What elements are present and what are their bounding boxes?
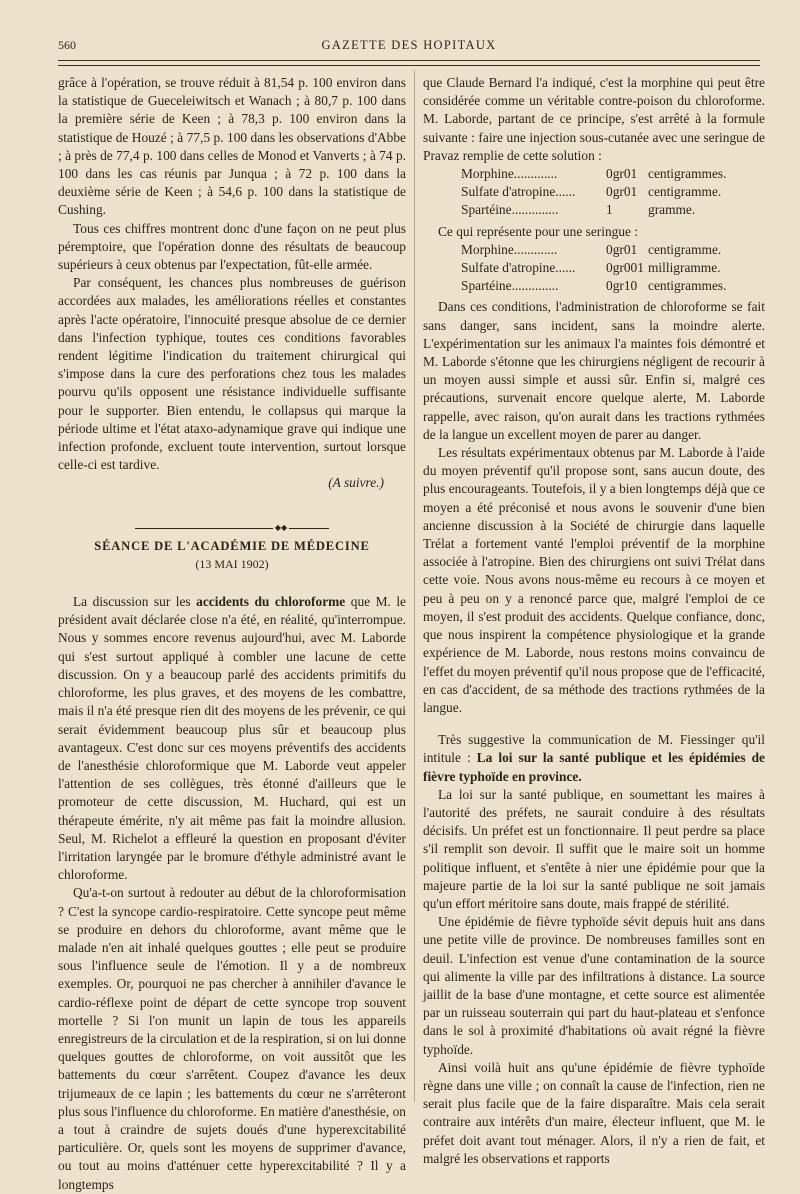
formula-unit: centigrammes. <box>648 166 727 182</box>
header-rule-bottom <box>58 65 760 66</box>
formula-unit: centigramme. <box>648 184 722 200</box>
formula-quantity: 0gr01 <box>606 166 638 182</box>
formula-ingredient: Morphine............. <box>461 166 558 182</box>
right-column <box>423 74 765 1168</box>
page-number: 560 <box>58 38 76 52</box>
formula-row <box>461 183 726 201</box>
formula-unit: milligramme. <box>648 260 721 276</box>
formula-quantity: 1 <box>606 202 613 218</box>
p4-text-a: La discussion sur les <box>73 594 197 610</box>
formula-row <box>461 277 726 295</box>
formula-unit: gramme. <box>648 202 696 218</box>
formula-ingredient: Morphine............. <box>461 241 558 257</box>
formula-row <box>461 241 726 259</box>
right-paragraph-2: Ce qui représente pour une seringue : <box>438 223 639 239</box>
journal-title: GAZETTE DES HOPITAUX <box>321 38 497 52</box>
section-title: SÉANCE DE L'ACADÉMIE DE MÉDECINE <box>94 538 370 553</box>
right-paragraph-1: que Claude Bernard l'a indiqué, c'est la morphine qui peut être considérée comme un véritable contre-poison du chloroforme. M. Laborde, partant de ce principe, s'est arrêté à la formule suivante : faire une injection sous-cutanée avec une seringue de Pravaz remplie de cette solution : <box>423 75 765 163</box>
p4-bold-topic: accidents du chloroforme <box>196 594 346 610</box>
formula-row <box>461 165 726 183</box>
right-paragraph-5 <box>423 731 765 786</box>
left-paragraph-5: Qu'a-t-on surtout à redouter au début de la chloroformisation ? C'est la syncope cardio-respiratoire. Cette syncope peut même se produire en dehors du chloroforme, avant même que le malade n'en ait inhalé quelques gouttes ; elle peut se produire sous l'influence seule de l'émotion. Il y a de nombreux exemples. Or, pourquoi ne pas chercher à annihiler d'avance le cardio-réflexe point de départ de cette syncope trop souvent mortelle ? Si l'on munit un lapin de tous les appareils enregistreurs de la circulation et de la respiration, si on lui donne quelques gouttes de chloroforme, on voit aussitôt que les battements du cœur s'arrêtent. Coupez d'avance les deux trijumeaux de ce lapin ; les battements du cœur ne s'arrêteront plus sous l'influence du chloroforme. En matière d'anesthésie, on a tout à craindre de sujets doués d'une hyperexcitabilité particulière. Or, quels sont les moyens de supprimer d'avance, ou tout au moins d'atténuer cette hyperexcitabilité ? Il y a longtemps <box>58 885 406 1192</box>
formula-quantity: 0gr10 <box>606 278 638 294</box>
formula-table-1 <box>461 165 726 220</box>
formula-row <box>461 201 726 219</box>
to-be-continued: (A suivre.) <box>328 475 384 491</box>
section-ornament: ◆◆ <box>58 519 406 527</box>
formula-row <box>461 259 726 277</box>
formula-ingredient: Spartéine.............. <box>461 278 559 294</box>
right-paragraph-4: Les résultats expérimentaux obtenus par M. Laborde à l'aide du moyen préventif qu'il propose sont, sans aucun doute, des plus encourageants. Toutefois, il y a bien longtemps déjà que ce moyen a été préconisé et nous avons le souvenir d'une bien ancienne discussion à la Société de chirurgie dans laquelle Trélat a fortement vanté l'emploi préventif de la morphine associée à l'atropine. Bien des chirurgiens ont suivi Trélat dans cette voie. Nous avons nous-même eu recours à ce moyen et peu à peu on y a renoncé parce que, malgré l'emploi de ce moyen, il s'est produit des accidents. Quelque confiance, donc, que nous inspirent la compétence physiologique et la grande expérience de M. Laborde, nous restons moins convaincu de l'effet du moyen préventif qu'il nous propose que de l'efficacité, en cas d'accident, de sa méthode des tractions rythmées de la langue. <box>423 445 765 715</box>
left-paragraph-2: Tous ces chiffres montrent donc d'une façon on ne peut plus péremptoire, que l'opération donne des résultats de beaucoup supérieurs à ceux obtenus par l'expectation, fût-elle armée. <box>58 220 406 273</box>
column-divider <box>414 70 415 1102</box>
p4-text-b: que M. le président avait déclarée close n'a été, en réalité, qu'interrompue. Nous y sommes encore revenus aujourd'hui, avec M. Laborde qui s'est surtout appliqué à combler une lacune de cette discussion. On y a beaucoup parlé des accidents primitifs du chloroforme, les plus graves, et des moyens de les combattre, mais il n'a été presque rien dit des moyens de les prévenir, ce qui serait évidemment beaucoup plus sûr et beaucoup plus avantageux. C'est donc sur ces moyens préventifs des accidents de l'anesthésie chloroformique que M. Laborde veut appeler l'attention de ses collègues, très étonné d'ailleurs que le promoteur de cette discussion, M. Huchard, qui est un thérapeute émérite, n'y ait même pas fait la moindre allusion. Seul, M. Richelot a effleuré la question en proposant d'éviter l'irritation laryngée par le bromure d'éthyle administré avant le chloroforme. <box>58 594 407 883</box>
left-column <box>58 74 406 1194</box>
formula-quantity: 0gr01 <box>606 184 638 200</box>
formula-unit: centigrammes. <box>648 278 727 294</box>
formula-ingredient: Spartéine.............. <box>461 202 559 218</box>
formula-quantity: 0gr01 <box>606 241 638 257</box>
page-header <box>58 38 760 58</box>
formula-ingredient: Sulfate d'atropine...... <box>461 184 576 200</box>
header-rule-top <box>58 60 760 61</box>
right-paragraph-7: Une épidémie de fièvre typhoïde sévit depuis huit ans dans une petite ville de province. De nombreuses familles sont en deuil. L'infection est venue d'une contamination de la source qui alimente la ville par des infiltrations à distance. La source jaillit de la base d'une montagne, et cette source est alimentée par un ruisseau souterrain qui part du haut-plateau et s'enfonce dans le sol à proximité d'habitations où avait régné la fièvre typhoïde. <box>423 914 765 1057</box>
p5-text-a: Très suggestive la communication de M. Fiessinger qu'il intitule : <box>423 732 765 766</box>
right-paragraph-8: Ainsi voilà huit ans qu'une épidémie de fièvre typhoïde règne dans une ville ; on connaît la cause de l'infection, rien ne serait plus facile que de la faire disparaître. Mais cela serait contraire aux intérêts d'un maire, électeur influent, que M. le préfet doit avant tout ménager. Alors, il n'y a rien de fait, et malgré les observations et rapports <box>423 1059 765 1166</box>
p5-bold-title: La loi sur la santé publique et les épidémies de fièvre typhoïde en province. <box>423 750 765 784</box>
formula-ingredient: Sulfate d'atropine...... <box>461 260 576 276</box>
left-paragraph-3: Par conséquent, les chances plus nombreuses de guérison accordées aux malades, les améliorations réelles et constantes après l'acte opératoire, l'innocuité presque absolue de ce dernier dans l'infection typhique, toutes ces conditions favorables rendent légitime l'indication du traitement chirurgical qui s'impose dans la cure des perforations chez tous les malades pourvu qu'ils opposent une résistance individuelle suffisante pour le supporter. Bien entendu, le collapsus qui marque la période ultime et l'état ataxo-adynamique grave qui indique une infection profonde, excluent toute intervention, surtout lorsque celle-ci est tardive. <box>58 275 406 473</box>
formula-table-2 <box>461 241 726 296</box>
left-paragraph-4 <box>58 593 406 884</box>
right-paragraph-3: Dans ces conditions, l'administration de chloroforme se fait sans danger, sans incident, sans la moindre alerte. L'expérimentation sur les animaux l'a maintes fois démontré et M. Laborde s'étonne que les chirurgiens négligent de recourir à un moyen aussi simple et aussi sûr. Enfin si, malgré ces précautions, survenait encore quelque alerte, M. Laborde rappelle, avec raison, qu'on aurait dans les tractions rythmées de la langue un excellent moyen de parer au danger. <box>423 299 765 442</box>
paragraph-gap <box>423 717 765 731</box>
left-paragraph-1: grâce à l'opération, se trouve réduit à 81,54 p. 100 environ dans la statistique de Gueceleiwitsch et Wanach ; à 80,7 p. 100 dans la première série de Keen ; à 78,3 p. 100 environ dans la statistique de Houzé ; à 77,5 p. 100 dans les observations d'Abbe ; à près de 77,4 p. 100 dans celles de Monod et Vanverts ; à 74 p. 100 dans les cas réunis par Junqua ; à 72 p. 100 dans la deuxième série de Keen ; à 54,6 p. 100 dans la statistique de Cushing. <box>58 75 406 218</box>
section-date: (13 MAI 1902) <box>195 556 269 571</box>
formula-unit: centigramme. <box>648 241 722 257</box>
right-paragraph-6: La loi sur la santé publique, en soumettant les maires à l'autorité des préfets, ne saurait conduire à des résultats décisifs. Un préfet est un fonctionnaire. Il peut perdre sa place s'il remplit son devoir. Il suffit que le maire soit un homme politique influent, et s'entête à nier une épidémie pour que la majeure partie de la loi sur la santé publique ne soit jamais qu'un effort méritoire sans doute, mais frappé de stérilité. <box>423 786 765 911</box>
formula-quantity: 0gr001 <box>606 260 644 276</box>
